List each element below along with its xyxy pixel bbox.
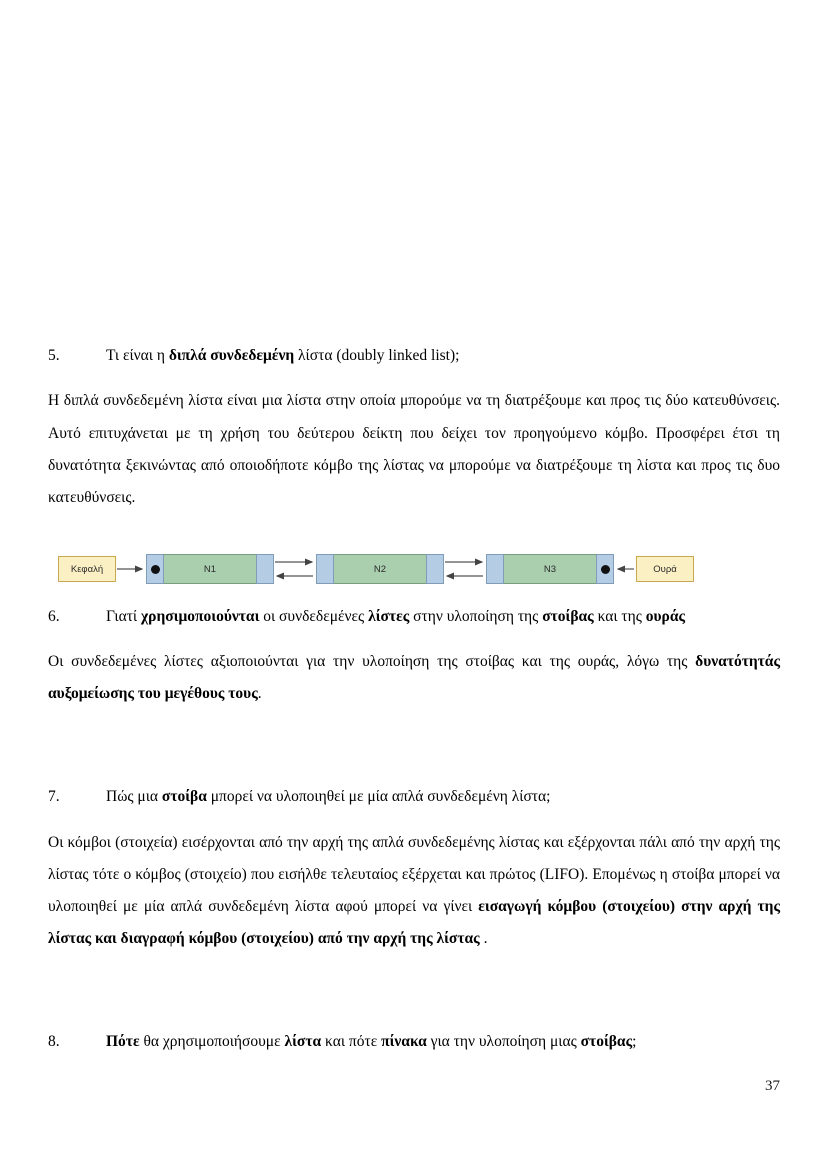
question-6-text-part-8: ουράς [645, 607, 686, 625]
question-8-heading [48, 1031, 780, 1053]
tail-box [636, 556, 694, 582]
question-7-text-part-3: μπορεί να υλοποιηθεί με μία απλά συνδεδεμένη λίστα; [206, 788, 551, 806]
question-7-heading [48, 786, 780, 808]
question-5-text-part-3: λίστα (doubly linked list); [294, 347, 460, 364]
question-5-number: 5. [48, 347, 60, 364]
spacer-q7-q8 [48, 955, 780, 1031]
question-6-number: 6. [48, 607, 60, 625]
question-8-text-part-8: ; [632, 1033, 637, 1051]
question-6-text-part-7: και της [593, 607, 646, 625]
answer-6-part-1: Οι συνδεδεμένες λίστες αξιοποιούνται για την υλοποίηση της στοίβας και της ουράς, λόγω της [48, 653, 696, 671]
question-8-text-part-5: πίνακα [381, 1033, 427, 1051]
question-8-text-part-6: για την υλοποίηση μιας [426, 1033, 581, 1051]
null-dot-icon [151, 565, 160, 574]
n2-data-cell: N2 [334, 554, 426, 584]
n2-next-pointer-cell [426, 554, 444, 584]
question-6-text-part-3: οι συνδεδεμένες [259, 607, 369, 625]
answer-7-part-2: εισαγωγή κόμβου (στοιχείου) στην αρχή της λίστας και διαγραφή κόμβου (στοιχείου) από την αρχή της λίστας [48, 898, 780, 948]
n1-prev-pointer-cell [146, 554, 164, 584]
head-box-label: Κεφαλή [70, 563, 104, 575]
answer-7-part-1: Οι κόμβοι (στοιχεία) εισέρχονται από την αρχή της απλά συνδεδεμένης λίστας και εξέρχονται πάλι από την αρχή της λίστας τότε ο κόμβος (στοιχείο) που εισήλθε τελευταίος εξέρχεται και πρώτος (LIFO). Επομένως η στοίβα μπορεί να υλοποιηθεί με μία απλά συνδεδεμένη λίστα αφού μπορεί να γίνει [48, 833, 780, 916]
list-node-n2 [316, 554, 444, 584]
answer-6-paragraph [48, 646, 780, 710]
head-box [58, 556, 116, 582]
question-5-text-part-1: Τι είναι η [106, 347, 169, 364]
answer-7-part-3: . [479, 930, 488, 948]
n3-data-cell: N3 [504, 554, 596, 584]
question-8-text-part-4: και πότε [321, 1033, 382, 1051]
page-number: 37 [765, 1078, 780, 1094]
n1-next-pointer-cell [256, 554, 274, 584]
question-8-number: 8. [48, 1033, 60, 1051]
list-node-n3 [486, 554, 614, 584]
answer-5-paragraph: Η διπλά συνδεδεμένη λίστα είναι μια λίστα στην οποία μπορούμε να τη διατρέξουμε και προς τις δύο κατευθύνσεις. Αυτό επιτυχάνεται με τη χρήση του δεύτερου δείκτη που δείχει τον προηγούμενο κόμβο. Προσφέρει έτσι τη δυνατότητα ξεκινώντας από οποιοδήποτε κόμβο της λίστας να μπορούμε να διατρέξουμε τη λίστα και προς τις δυο κατευθύνσεις. [48, 392, 780, 506]
tail-box-label: Ουρά [653, 563, 677, 575]
question-6-text-part-2: χρησιμοποιούνται [140, 607, 260, 625]
question-8-text-part-1: Πότε [106, 1033, 140, 1051]
diagram-canvas [48, 548, 708, 592]
doubly-linked-list-diagram [48, 548, 708, 592]
question-6-text-part-5: στην υλοποίηση της [409, 607, 543, 625]
question-5-text-part-2: διπλά συνδεδεμένη [168, 347, 295, 364]
list-node-n1 [146, 554, 274, 584]
question-8-text-part-2: θα χρησιμοποιήσουμε [139, 1033, 285, 1051]
n3-prev-pointer-cell [486, 554, 504, 584]
question-6-text-part-4: λίστες [368, 607, 410, 625]
answer-6-part-3: . [257, 685, 262, 703]
question-8-text-part-7: στοίβας [580, 1033, 633, 1051]
n1-data-cell: N1 [164, 554, 256, 584]
question-6-heading [48, 606, 780, 628]
null-dot-icon [601, 565, 610, 574]
question-7-text-part-1: Πώς μια [106, 788, 162, 806]
question-8-text-part-3: λίστα [284, 1033, 322, 1051]
page-content [48, 345, 780, 1072]
question-7-number: 7. [48, 788, 60, 806]
n3-next-pointer-cell [596, 554, 614, 584]
spacer-q6-q7 [48, 710, 780, 786]
answer-6-part-2: δυνατότητάς αυξομείωσης του μεγέθους τους [48, 653, 780, 703]
n2-prev-pointer-cell [316, 554, 334, 584]
question-5-heading [48, 345, 780, 367]
question-6-text-part-6: στοίβας [542, 607, 594, 625]
question-7-text-part-2: στοίβα [161, 788, 207, 806]
question-6-text-part-1: Γιατί [106, 607, 141, 625]
answer-7-paragraph [48, 827, 780, 955]
